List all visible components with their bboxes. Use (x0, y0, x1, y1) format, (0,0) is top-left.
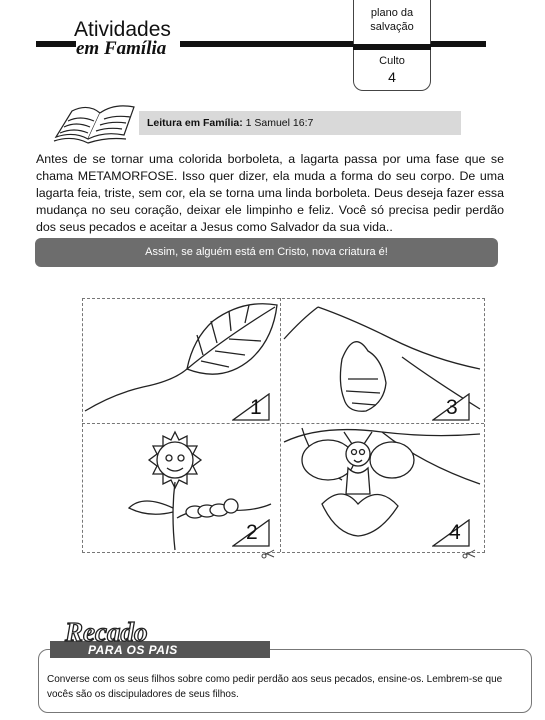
tab-plan-line1: plano da (370, 7, 414, 19)
panel-2-number: 2 (246, 521, 258, 544)
puzzle-divider-vertical (280, 298, 281, 552)
open-book-icon (52, 97, 142, 147)
tab-culto-number: 4 (388, 69, 396, 85)
panel-3-number: 3 (446, 396, 458, 419)
page-title: Atividades (74, 18, 171, 41)
reading-line (147, 117, 313, 129)
panel-4-number: 4 (449, 521, 461, 544)
verse-banner: Assim, se alguém está em Cristo, nova criatura é! (35, 238, 498, 267)
reading-label: Leitura em Família: (147, 117, 243, 129)
reading-reference: 1 Samuel 16:7 (245, 117, 314, 129)
tab-rule (353, 44, 431, 50)
scissors-icon (261, 549, 275, 559)
recado-title: Recado (65, 617, 148, 647)
page-subtitle: em Família (76, 38, 167, 59)
recado-subtitle: PARA OS PAIS (88, 643, 178, 657)
header-rule-left (36, 41, 76, 47)
header-rule-right (180, 41, 486, 47)
tab-plan-line2: salvação (370, 21, 414, 33)
recado-text: Converse com os seus filhos sobre como pedir perdão aos seus pecados, ensine-os. Lembrem-se que vocês são os discipuladores de seus filhos. (47, 674, 503, 700)
panel-1-number: 1 (250, 396, 262, 419)
story-paragraph: Antes de se tornar uma colorida borboleta, a lagarta passa por uma fase que se chama METAMORFOSE. Isso quer dizer, ela muda a forma do seu corpo. De uma lagarta feia, triste, sem cor, ela se torna uma linda borboleta. Deus deseja fazer essa mudança no seu coração, deixar ele limpinho e feliz. Você só precisa pedir perdão dos seus pecados e aceitar a Jesus como Salvador da sua vida.. (36, 152, 504, 234)
tab-culto-label: Culto (379, 55, 405, 67)
scissors-icon (462, 549, 476, 559)
